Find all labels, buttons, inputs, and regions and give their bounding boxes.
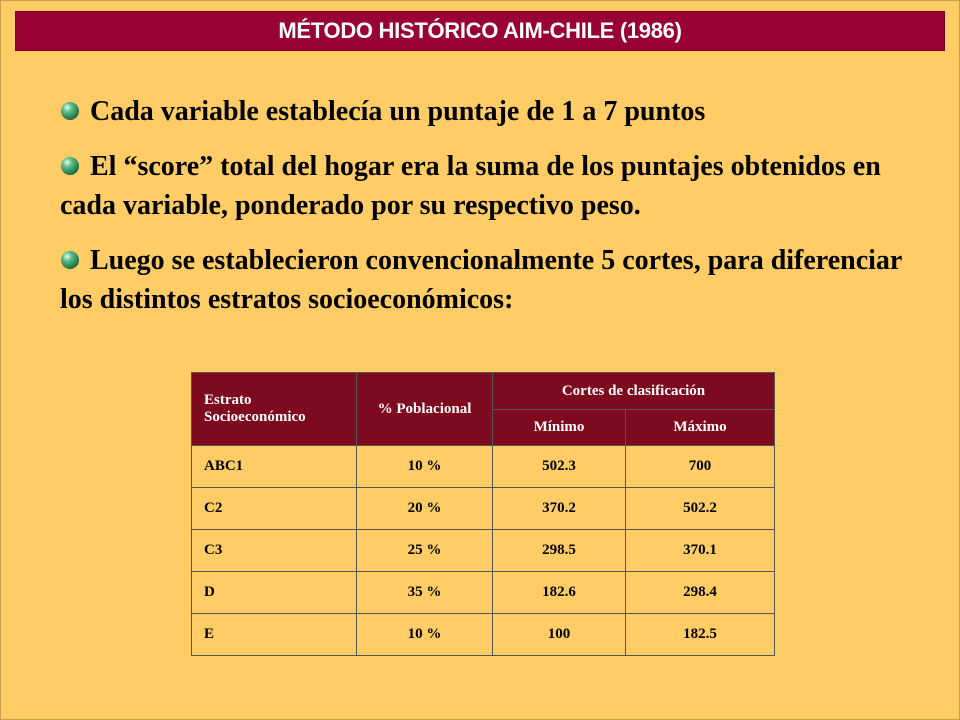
cell-minimo: 100 — [493, 614, 626, 656]
header-minimo: Mínimo — [493, 410, 626, 446]
header-maximo: Máximo — [626, 410, 775, 446]
cell-maximo: 700 — [626, 446, 775, 488]
classification-table-wrap — [191, 372, 775, 656]
cell-estrato: C3 — [192, 530, 357, 572]
classification-table — [191, 372, 775, 656]
bullet-item — [60, 241, 930, 319]
cell-poblacional: 10 % — [357, 614, 493, 656]
table-row — [192, 530, 775, 572]
table-row — [192, 614, 775, 656]
table-row — [192, 446, 775, 488]
bullet-text: El “score” total del hogar era la suma de los puntajes obtenidos en cada variable, ponderado por su respectivo peso. — [60, 151, 881, 221]
cell-poblacional: 25 % — [357, 530, 493, 572]
cell-minimo: 298.5 — [493, 530, 626, 572]
cell-estrato: ABC1 — [192, 446, 357, 488]
green-sphere-bullet-icon — [60, 101, 80, 121]
cell-estrato: C2 — [192, 488, 357, 530]
header-cortes: Cortes de clasificación — [493, 373, 775, 410]
cell-maximo: 502.2 — [626, 488, 775, 530]
bullet-list — [60, 92, 930, 335]
bullet-text: Luego se establecieron convencionalmente 5 cortes, para diferenciar los distintos estratos socioeconómicos: — [60, 245, 902, 315]
bullet-text: Cada variable establecía un puntaje de 1 a 7 puntos — [90, 96, 706, 127]
table-row — [192, 572, 775, 614]
cell-minimo: 182.6 — [493, 572, 626, 614]
header-estrato: Estrato Socioeconómico — [192, 373, 357, 446]
cell-poblacional: 20 % — [357, 488, 493, 530]
cell-estrato: E — [192, 614, 357, 656]
green-sphere-bullet-icon — [60, 250, 80, 270]
title-bar — [15, 11, 945, 51]
table-row — [192, 488, 775, 530]
cell-maximo: 182.5 — [626, 614, 775, 656]
cell-minimo: 502.3 — [493, 446, 626, 488]
cell-maximo: 370.1 — [626, 530, 775, 572]
slide-title: MÉTODO HISTÓRICO AIM-CHILE (1986) — [278, 18, 682, 43]
cell-poblacional: 35 % — [357, 572, 493, 614]
cell-maximo: 298.4 — [626, 572, 775, 614]
green-sphere-bullet-icon — [60, 156, 80, 176]
header-poblacional: % Poblacional — [357, 373, 493, 446]
bullet-item — [60, 147, 930, 225]
bullet-item — [60, 92, 930, 131]
cell-estrato: D — [192, 572, 357, 614]
cell-minimo: 370.2 — [493, 488, 626, 530]
cell-poblacional: 10 % — [357, 446, 493, 488]
